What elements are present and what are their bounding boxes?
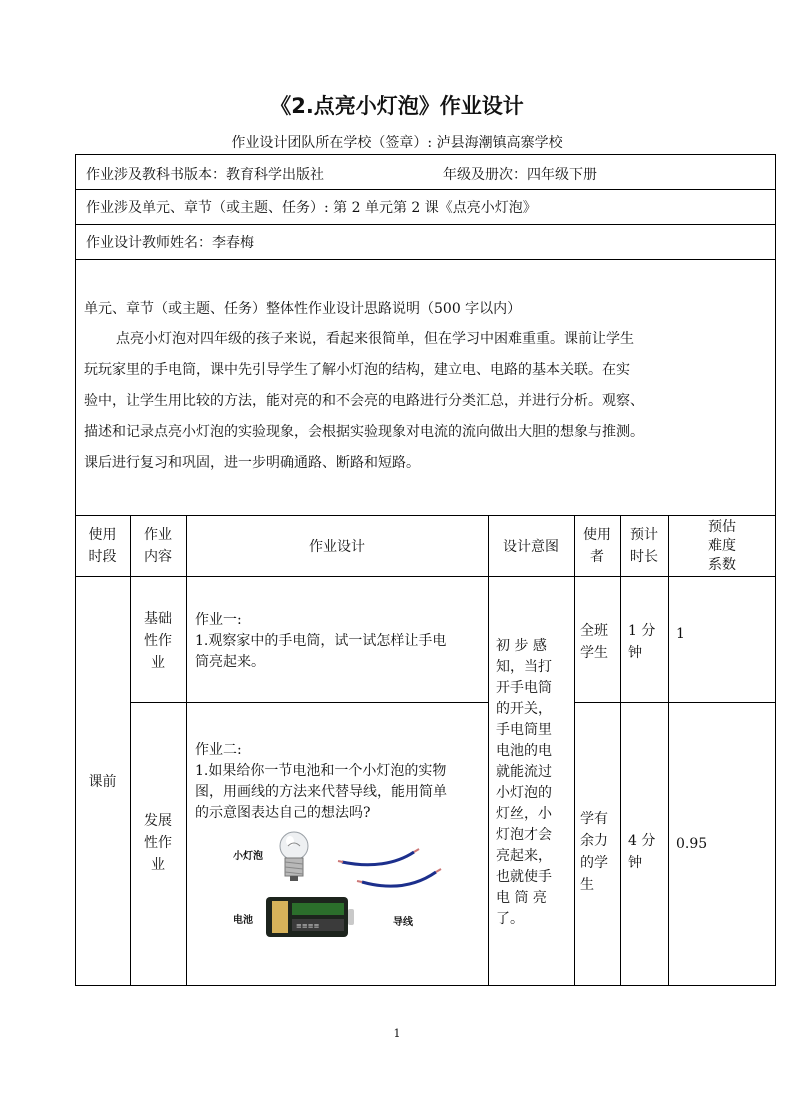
header-intent: 设计意图 — [503, 539, 559, 555]
intent-line: 亮起来， — [496, 848, 552, 864]
header-user-line: 者 — [590, 549, 604, 565]
header-design: 作业设计 — [309, 539, 365, 555]
row2-time — [628, 830, 668, 874]
header-content-line: 作业 — [144, 527, 172, 543]
row1-user — [580, 620, 620, 664]
overview-line-5: 课后进行复习和巩固，进一步明确通路、断路和短路。 — [84, 455, 420, 471]
header-divider — [75, 576, 776, 577]
col-line-6 — [668, 516, 669, 986]
wire-label: 导线 — [393, 917, 413, 928]
teacher-text: 作业设计教师姓名：李春梅 — [86, 235, 254, 251]
intent-line: 就能流过 — [496, 764, 552, 780]
header-difficulty-line: 系数 — [708, 556, 736, 573]
row2-time-line: 钟 — [628, 855, 642, 871]
row1-time — [628, 620, 668, 664]
intent-line: 电池的电 — [496, 743, 552, 759]
header-difficulty-line: 难度 — [708, 537, 736, 554]
info-row-unit — [75, 190, 776, 225]
row2-user-line: 的学 — [580, 855, 608, 871]
header-content — [130, 516, 186, 576]
overview-heading: 单元、章节（或主题、任务）整体性作业设计思路说明（500 字以内） — [84, 301, 522, 317]
col-line-4 — [574, 516, 575, 986]
row2-design — [195, 740, 485, 824]
battery-label: 电池 — [233, 915, 253, 926]
row1-time-line: 钟 — [628, 645, 642, 661]
row2-user-line: 学有 — [580, 811, 608, 827]
row1-design-title: 作业一: — [195, 612, 242, 628]
overview-line-2: 玩玩家里的手电筒，课中先引导学生了解小灯泡的结构，建立电、电路的基本关联。在实 — [84, 362, 630, 378]
row1-time-line: 1 分 — [628, 623, 656, 639]
header-period-line: 使用 — [88, 527, 117, 543]
row1-difficulty: 1 — [676, 626, 685, 642]
row1-design-line: 筒亮起来。 — [195, 654, 265, 670]
header-period — [75, 516, 130, 576]
row2-user — [580, 808, 620, 896]
row2-design-title: 作业二: — [195, 742, 242, 758]
intent-line: 电 筒 亮 — [496, 890, 547, 906]
overview-line-3: 验中，让学生用比较的方法，能对亮的和不会亮的电路进行分类汇总，并进行分析。观察、 — [84, 393, 644, 409]
overview-line-4: 描述和记录点亮小灯泡的实验现象，会根据实验现象对电流的流向做出大胆的想象与推测。 — [84, 424, 644, 440]
row1-user-line: 学生 — [580, 645, 608, 661]
battery-icon — [264, 895, 356, 939]
intent-cell — [496, 636, 570, 930]
unit-text: 作业涉及单元、章节（或主题、任务）: 第 2 单元第 2 课《点亮小灯泡》 — [86, 200, 537, 216]
grade-text: 年级及册次：四年级下册 — [443, 167, 597, 183]
period-cell: 课前 — [88, 774, 117, 790]
intent-line: 灯丝，小 — [496, 806, 552, 822]
intent-line: 开手电筒 — [496, 680, 552, 696]
header-user — [574, 516, 620, 576]
row2-difficulty: 0.95 — [676, 836, 708, 852]
intent-line: 灯泡才会 — [496, 827, 552, 843]
header-content-line: 内容 — [144, 549, 172, 565]
bulb-icon — [276, 830, 312, 882]
header-period-line: 时段 — [88, 549, 117, 565]
svg-text:≡≡≡≡: ≡≡≡≡ — [296, 922, 320, 930]
col-line-3 — [488, 516, 489, 986]
row-divider-right — [574, 702, 776, 703]
intent-line: 知，当打 — [496, 659, 552, 675]
wire-icon — [336, 838, 446, 898]
school-line: 作业设计团队所在学校（签章）: 泸县海潮镇高寨学校 — [231, 135, 563, 151]
row1-design-line: 1.观察家中的手电筒，试一试怎样让手电 — [195, 633, 447, 649]
intent-line: 小灯泡的 — [496, 785, 552, 801]
row2-content — [130, 810, 186, 876]
row1-content-line: 基础 — [144, 611, 172, 627]
row2-design-line: 1.如果给你一节电池和一个小灯泡的实物 — [195, 763, 447, 779]
row2-design-line: 的示意图表达自己的想法吗? — [195, 805, 371, 821]
row1-user-line: 全班 — [580, 623, 608, 639]
header-user-line: 使用 — [583, 527, 611, 543]
intent-line: 手电筒里 — [496, 722, 552, 738]
row2-design-line: 图，用画线的方法来代替导线，能用简单 — [195, 784, 447, 800]
row-divider-left — [130, 702, 488, 703]
col-line-1 — [130, 516, 131, 986]
row1-content-line: 性作 — [144, 633, 172, 649]
bulb-label: 小灯泡 — [233, 851, 263, 862]
info-row-teacher — [75, 225, 776, 260]
row2-user-line: 生 — [580, 877, 594, 893]
intent-line: 的开关， — [496, 701, 552, 717]
textbook-text: 作业涉及教科书版本：教育科学出版社 — [86, 167, 324, 183]
page-number: 1 — [393, 1027, 401, 1040]
overview-line-1: 点亮小灯泡对四年级的孩子来说，看起来很简单，但在学习中困难重重。课前让学生 — [116, 331, 634, 347]
info-row-textbook — [75, 154, 776, 190]
document-title: 《2.点亮小灯泡》作业设计 — [270, 94, 524, 118]
intent-line: 了。 — [496, 911, 524, 927]
header-time-line: 预计 — [630, 527, 658, 543]
col-line-5 — [620, 516, 621, 986]
row2-content-line: 业 — [151, 857, 165, 873]
header-time — [620, 516, 668, 576]
row1-content — [130, 608, 186, 674]
row2-user-line: 余力 — [580, 833, 608, 849]
row2-content-line: 发展 — [144, 813, 172, 829]
row1-content-line: 业 — [151, 655, 165, 671]
row2-content-line: 性作 — [144, 835, 172, 851]
intent-line: 初 步 感 — [496, 638, 547, 654]
row2-time-line: 4 分 — [628, 833, 656, 849]
intent-line: 也就使手 — [496, 869, 552, 885]
header-difficulty — [668, 516, 776, 576]
col-line-2 — [186, 516, 187, 986]
header-time-line: 时长 — [630, 549, 658, 565]
header-difficulty-line: 预估 — [708, 518, 736, 535]
row1-design — [195, 610, 485, 673]
